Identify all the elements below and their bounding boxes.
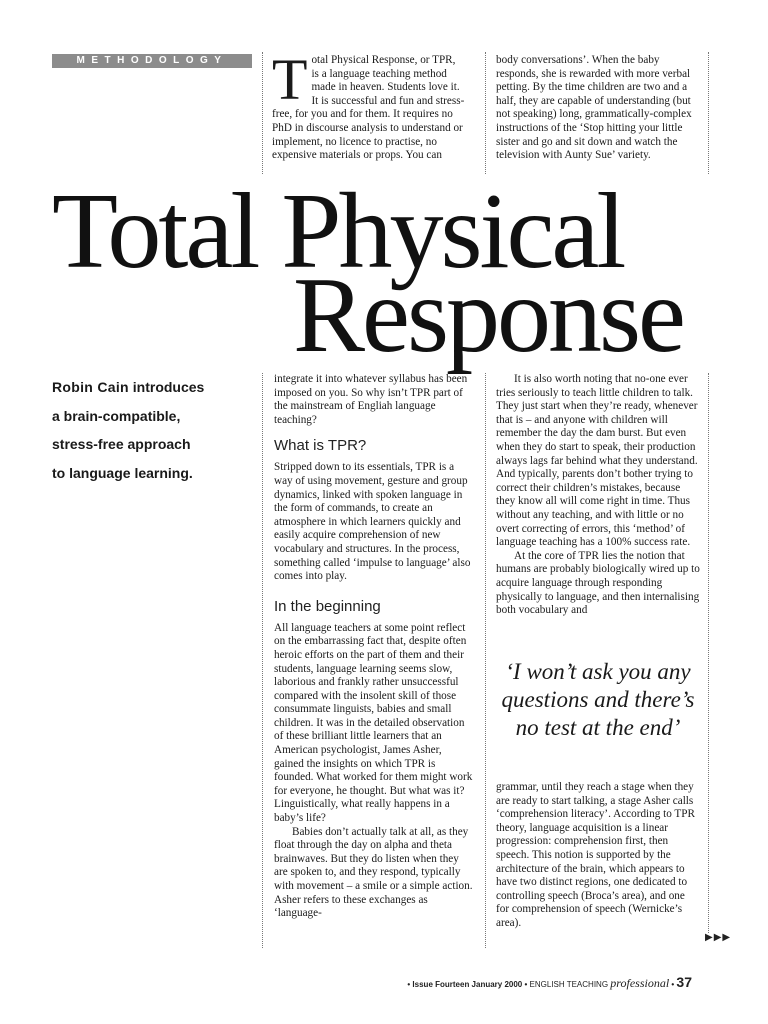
top-column-2: body conversations’. When the baby responds, she is rewarded with more verbal petting. By the time children are two and a half, they are capable of understanding (but not speaking) long, grammatically-complex instructions of the ‘Stop hitting your little sister and go and sit down and watch the television with Aunty Sue’ variety. bbox=[496, 54, 692, 162]
intro-line-2: a brain-compatible, bbox=[52, 407, 181, 424]
body-paragraph: Stripped down to its essentials, TPR is a way of using movement, gesture and group dynamics, linked with spoken language in the form of commands, to create an atmosphere in which learners quickly and easily acquire comprehension of new vocabulary and structures. In the process, something called ‘impulse to language’ also comes into play. bbox=[274, 461, 471, 583]
body-paragraph: integrate it into whatever syllabus has been imposed on you. So why isn’t TPR part of the mainstream of Engliah language teaching? bbox=[274, 373, 468, 426]
subheading-what-is-tpr: What is TPR? bbox=[274, 437, 367, 455]
column-divider bbox=[708, 52, 709, 174]
body-column-right-continued bbox=[496, 781, 700, 931]
top-column-1-text: otal Physical Response, or TPR, is a language teaching method made in heaven. Students love it. It is successful and fun and stress-free, for you and for them. It requires no PhD in discourse analysis to understand or implement, no licence to practise, no expensive materials or props. You can bbox=[272, 54, 465, 162]
footer-magazine-italic: professional bbox=[610, 976, 670, 990]
pull-quote: ‘I won’t ask you any questions and there’s no test at the end’ bbox=[501, 659, 695, 740]
article-title-line-2: Response bbox=[293, 256, 683, 375]
body-column-right bbox=[496, 373, 700, 618]
intro-line-4: to language learning. bbox=[52, 464, 193, 481]
column-divider bbox=[262, 52, 263, 174]
author-name: Robin Cain bbox=[52, 379, 129, 395]
footer-issue: • Issue Fourteen January 2000 • bbox=[407, 980, 528, 989]
footer-separator: • bbox=[669, 980, 677, 989]
page-number: 37 bbox=[676, 974, 692, 990]
column-divider bbox=[708, 373, 709, 933]
drop-cap: T bbox=[272, 47, 308, 112]
column-divider bbox=[485, 52, 486, 174]
body-paragraph: grammar, until they reach a stage when they are ready to start talking, a stage Asher calls ‘comprehension literacy’. According to TPR theory, language acquisition is a linear progression: comprehension first, then speech. This notion is supported by the architecture of the brain, which appears to have two distinct regions, one dedicated to controlling speech (Broca’s area), and one for comprehension of speech (Wernicke’s area). bbox=[496, 781, 695, 929]
article-title-line-1: Total Physical bbox=[52, 172, 624, 291]
top-column-1 bbox=[272, 47, 465, 163]
body-column-middle bbox=[274, 373, 474, 921]
section-label: METHODOLOGY bbox=[52, 54, 252, 68]
footer-magazine: ENGLISH TEACHING bbox=[527, 980, 611, 989]
subheading-in-the-beginning: In the beginning bbox=[274, 597, 381, 615]
column-divider bbox=[485, 373, 486, 948]
body-paragraph: It is also worth noting that no-one ever tries seriously to teach little children to talk. They just start when they’re ready, whenever that is – and anyone with children will remember the day the dam burst. But even when they do start to speak, their production always lags far behind what they understand. And typically, parents don’t bother trying to correct their children’s mistakes, because they know all will come right in time. Thus without any teaching, and with little or no overt correcting of errors, this ‘method’ of language teaching has a 100% success rate. bbox=[496, 373, 698, 549]
body-paragraph: All language teachers at some point reflect on the embarrassing fact that, despite often heroic efforts on the part of them and their students, language learning seems slow, laborious and frankly rather unsuccessful compared with the insolent skill of those consummate linguists, babies and small children. It was in the detailed observation of these brilliant little learners that an American psychologist, James Asher, gained the insights on which TPR is founded. What worked for them might work for everyone, he thought. But what was it? Linguistically, what really happens in a baby’s life? bbox=[274, 621, 473, 825]
page-footer bbox=[407, 974, 692, 991]
body-paragraph: Babies don’t actually talk at all, as they float through the day on alpha and theta brainwaves. But they do listen when they are spoken to, and they respond, typically with movement – a smile or a simple action. Asher refers to these exchanges as ‘language- bbox=[274, 825, 473, 920]
intro-standfirst bbox=[52, 373, 252, 487]
body-paragraph: At the core of TPR lies the notion that humans are probably biologically wired up to acquire language through responding physically to language, and then internalising both vocabulary and bbox=[496, 549, 700, 617]
intro-line-3: stress-free approach bbox=[52, 436, 191, 452]
continue-arrows-icon: ▶▶▶ bbox=[705, 932, 732, 943]
column-divider bbox=[262, 373, 263, 948]
intro-line-1: introduces bbox=[128, 379, 205, 395]
